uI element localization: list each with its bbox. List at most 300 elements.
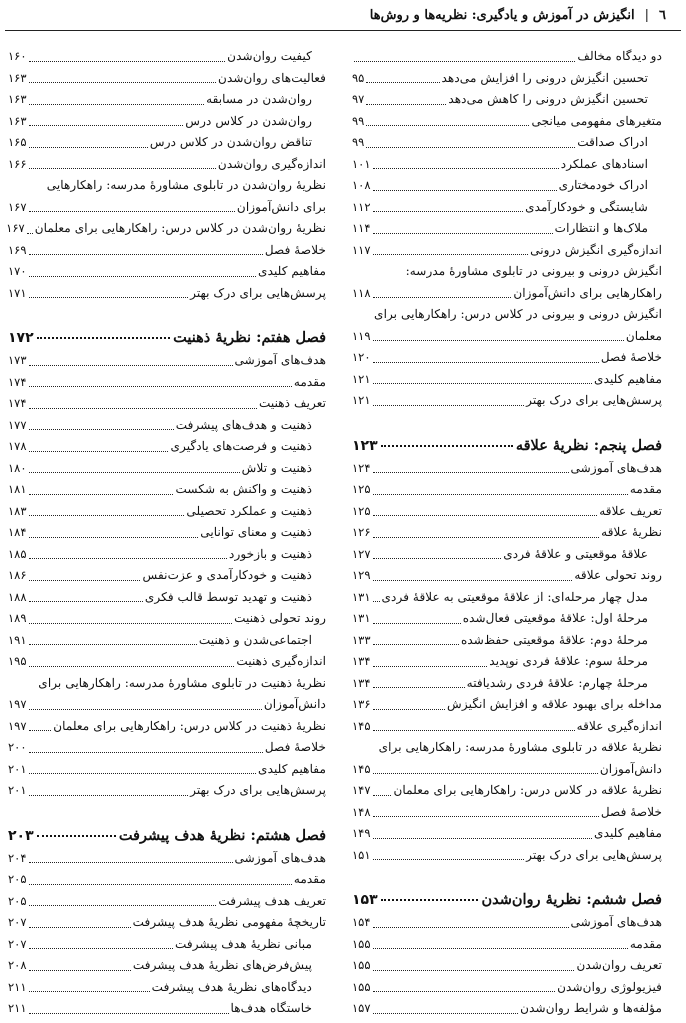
toc-entry bbox=[8, 694, 326, 716]
toc-entry bbox=[8, 261, 326, 283]
dot-leader bbox=[29, 451, 169, 452]
toc-entry-line: نظریهٔ روان‌شدن در تابلوی مشاورهٔ مدرسه: راهکارهایی bbox=[46, 178, 326, 192]
toc-entry-title: خلاصهٔ فصل bbox=[264, 242, 326, 257]
page-number: ۱۲۵ bbox=[352, 482, 371, 496]
toc-entry bbox=[8, 651, 326, 673]
dot-leader bbox=[373, 687, 465, 688]
dot-leader bbox=[27, 233, 33, 234]
toc-entry-title: مرحلهٔ سوم: علاقهٔ فردی نوپدید bbox=[489, 654, 648, 668]
toc-entry-title: ذهنیت و واکنش به شکست bbox=[175, 482, 312, 496]
toc-entry-title: پرسش‌هایی برای درک بهتر bbox=[526, 393, 662, 407]
toc-entry bbox=[8, 436, 326, 458]
dot-leader bbox=[373, 927, 569, 928]
dot-leader bbox=[373, 190, 557, 191]
page-number: ۱۶۷ bbox=[8, 199, 27, 214]
toc-entry-title: هدف‌های آموزشی bbox=[570, 915, 662, 929]
toc-entry bbox=[352, 544, 662, 566]
toc-entry-line: انگیزش درونی و بیرونی در کلاس درس: راهکارهایی برای bbox=[374, 307, 662, 321]
toc-entry bbox=[8, 218, 326, 240]
toc-entry-title: ذهنیت و بازخورد bbox=[229, 546, 312, 561]
dot-leader bbox=[373, 580, 573, 581]
dot-leader bbox=[29, 580, 141, 581]
toc-entry bbox=[8, 977, 326, 999]
toc-entry bbox=[352, 694, 662, 716]
dot-leader bbox=[373, 773, 598, 774]
dot-leader bbox=[373, 297, 512, 298]
toc-entry bbox=[352, 608, 662, 630]
toc-entry-title: نظریهٔ ذهنیت در کلاس درس: راهکارهایی برای معلمان bbox=[53, 718, 326, 733]
dot-leader bbox=[29, 211, 235, 212]
toc-entry-title: برای دانش‌آموزان bbox=[236, 199, 326, 214]
toc-entry-title: روند تحولی علاقه bbox=[574, 568, 662, 582]
toc-entry-title: نظریهٔ روان‌شدن در کلاس درس: راهکارهایی برای معلمان bbox=[34, 221, 326, 235]
dot-leader bbox=[29, 276, 257, 277]
dot-leader bbox=[29, 970, 131, 971]
chapter-heading bbox=[352, 880, 662, 908]
toc-entry bbox=[352, 326, 662, 348]
dot-leader bbox=[373, 494, 628, 495]
page-number: ۱۳۶ bbox=[352, 697, 371, 711]
toc-entry bbox=[8, 587, 326, 609]
toc-entry bbox=[8, 737, 326, 759]
toc-entry bbox=[352, 197, 662, 219]
page-number: ۱۶۹ bbox=[8, 242, 27, 257]
page-number: ۱۹۷ bbox=[8, 718, 27, 733]
toc-entry bbox=[8, 544, 326, 566]
toc-entry bbox=[352, 934, 662, 956]
toc-entry bbox=[352, 347, 662, 369]
toc-entry bbox=[8, 608, 326, 630]
toc-entry-title: مرحلهٔ اول: علاقهٔ موقعیتی فعال‌شده bbox=[462, 611, 648, 625]
page-number: ۱۷۰ bbox=[8, 264, 27, 278]
toc-entry bbox=[352, 802, 662, 824]
dot-leader bbox=[366, 125, 529, 126]
page-number: ۲۰۰ bbox=[8, 740, 27, 754]
toc-entry bbox=[8, 283, 326, 305]
toc-entry-title: اسنادهای عملکرد bbox=[560, 156, 648, 171]
dot-leader bbox=[366, 104, 446, 105]
page-number: ۱۶۳ bbox=[8, 92, 27, 106]
toc-entry bbox=[8, 111, 326, 133]
toc-entry-title: نظریهٔ علاقه در کلاس درس: راهکارهایی برای معلمان bbox=[393, 783, 662, 797]
toc-entry bbox=[352, 673, 662, 695]
toc-entry-title: مفاهیم کلیدی bbox=[258, 264, 326, 278]
toc-entry bbox=[8, 522, 326, 544]
dot-leader bbox=[29, 147, 148, 148]
toc-entry-title: ادراک خودمختاری bbox=[558, 178, 648, 192]
dot-leader bbox=[29, 927, 131, 928]
toc-entry-title: ذهنیت و خودکارآمدی و عزت‌نفس bbox=[142, 568, 312, 582]
toc-entry bbox=[8, 132, 326, 154]
toc-entry-title: تحسین انگیزش درونی را افزایش می‌دهد bbox=[441, 70, 648, 85]
page-number: ۱۰۸ bbox=[352, 178, 371, 192]
toc-entry-title: مفاهیم کلیدی bbox=[594, 371, 662, 386]
dot-leader bbox=[29, 773, 257, 774]
page-number: ۱۸۳ bbox=[8, 503, 27, 518]
toc-entry bbox=[352, 501, 662, 523]
toc-entry-title: متغیرهای مفهومی میانجی bbox=[531, 113, 662, 128]
page-number: ۱۹۵ bbox=[8, 654, 27, 668]
chapter-title: فصل پنجم: نظریهٔ علاقه bbox=[515, 436, 662, 454]
dot-leader bbox=[373, 340, 624, 341]
page-number: ۱۱۸ bbox=[352, 285, 371, 300]
dot-leader bbox=[373, 859, 525, 860]
dot-leader bbox=[373, 472, 569, 473]
toc-entry-title: دو دیدگاه مخالف bbox=[577, 49, 662, 63]
page-number: ۱۵۷ bbox=[352, 1001, 371, 1015]
toc-entry-title: روند تحولی ذهنیت bbox=[234, 611, 326, 625]
toc-entry-title: مرحلهٔ چهارم: علاقهٔ فردی رشدیافته bbox=[466, 675, 648, 690]
dot-leader bbox=[373, 211, 524, 212]
dot-leader bbox=[373, 601, 380, 602]
dot-leader bbox=[29, 365, 233, 366]
page-number: ٦ bbox=[659, 7, 666, 23]
toc-entry bbox=[352, 998, 662, 1020]
page-number: ۱۸۱ bbox=[8, 482, 27, 496]
page-number: ۹۷ bbox=[352, 92, 365, 106]
toc-entry-title: هدف‌های آموزشی bbox=[234, 850, 326, 865]
dot-leader bbox=[373, 838, 593, 839]
page-number: ۱۳۱ bbox=[352, 589, 371, 604]
page-number: ۲۰۱ bbox=[8, 783, 27, 797]
page-number: ۲۰۷ bbox=[8, 915, 27, 929]
page-number: ۱۴۸ bbox=[352, 804, 371, 819]
page-number: ۱۷۴ bbox=[8, 396, 27, 410]
toc-entry-title: فعالیت‌های روان‌شدن bbox=[218, 70, 326, 85]
toc-entry bbox=[352, 845, 662, 867]
toc-entry-title: مقدمه bbox=[629, 936, 662, 951]
dot-leader bbox=[29, 601, 143, 602]
dot-leader bbox=[373, 644, 459, 645]
toc-entry-title: اجتماعی‌شدن و ذهنیت bbox=[198, 632, 312, 647]
toc-entry-title: راهکارهایی برای دانش‌آموزان bbox=[513, 285, 662, 300]
toc-entry-title: اندازه‌گیری علاقه bbox=[576, 718, 662, 733]
page-number: ۱۲۴ bbox=[352, 460, 371, 475]
toc-entry-title: معلمان bbox=[625, 328, 662, 343]
dot-leader bbox=[373, 362, 599, 363]
toc-entry-title: شایستگی و خودکارآمدی bbox=[525, 199, 648, 214]
dot-leader bbox=[373, 558, 502, 559]
toc-entry bbox=[8, 197, 326, 219]
toc-entry bbox=[352, 175, 662, 197]
page-number: ۱۷۸ bbox=[8, 439, 27, 453]
page-number: ۱۵۵ bbox=[352, 958, 371, 972]
toc-entry bbox=[8, 848, 326, 870]
page-number: ۱۱۲ bbox=[352, 199, 371, 214]
dot-leader bbox=[373, 730, 575, 731]
page-number: ۱۲۳ bbox=[352, 437, 378, 454]
toc-entry-title: تعریف روان‌شدن bbox=[576, 958, 662, 972]
toc-entry bbox=[352, 587, 662, 609]
page-number: ۲۰۱ bbox=[8, 761, 27, 776]
toc-entry bbox=[352, 823, 662, 845]
dot-leader bbox=[29, 558, 228, 559]
dot-leader bbox=[373, 970, 575, 971]
page-number: ۱۲۱ bbox=[352, 371, 371, 386]
dot-leader bbox=[29, 297, 189, 298]
toc-entry-title: خلاصهٔ فصل bbox=[264, 740, 326, 754]
page-number: ۱۲۷ bbox=[352, 546, 371, 561]
dot-leader bbox=[29, 82, 216, 83]
toc-entry-title: پیش‌فرض‌های نظریهٔ هدف پیشرفت bbox=[132, 958, 312, 972]
toc-entry-title: دانش‌آموزان bbox=[263, 697, 326, 711]
page-number: ۱۲۹ bbox=[352, 568, 371, 582]
toc-entry-title: ادراک صداقت bbox=[577, 135, 648, 149]
page-number: ۱۴۷ bbox=[352, 783, 371, 797]
dot-leader bbox=[29, 709, 262, 710]
page-number: ۱۸۹ bbox=[8, 611, 27, 625]
toc-entry-title: تاریخچهٔ مفهومی نظریهٔ هدف پیشرفت bbox=[132, 915, 326, 929]
toc-entry-line: نظریهٔ علاقه در تابلوی مشاورهٔ مدرسه: راهکارهایی برای bbox=[378, 740, 662, 754]
toc-entry bbox=[8, 565, 326, 587]
toc-entry-title: دانش‌آموزان bbox=[599, 761, 662, 776]
chapter-heading bbox=[8, 816, 326, 844]
dot-leader bbox=[373, 537, 600, 538]
toc-entry-title: ذهنیت و تهدید توسط قالب فکری bbox=[144, 589, 312, 604]
dot-leader bbox=[29, 795, 189, 796]
toc-entry-title: تعریف علاقه bbox=[599, 503, 662, 518]
dot-leader bbox=[373, 168, 559, 169]
toc-entry-title: پرسش‌هایی برای درک بهتر bbox=[190, 285, 326, 300]
toc-entry-title: مؤلفه‌ها و شرایط روان‌شدن bbox=[520, 1001, 662, 1015]
toc-entry bbox=[352, 369, 662, 391]
toc-entry-title: مداخله برای بهبود علاقه و افزایش انگیزش bbox=[447, 697, 662, 711]
page-number: ۱۰۱ bbox=[352, 156, 371, 171]
page-number: ۲۰۷ bbox=[8, 936, 27, 951]
toc-entry bbox=[8, 458, 326, 480]
page-number: ۱۵۵ bbox=[352, 936, 371, 951]
page-number: ۱۶۳ bbox=[8, 70, 27, 85]
page-number: ۱۳۴ bbox=[352, 654, 371, 668]
toc-entry bbox=[8, 716, 326, 738]
page-number: ۱۲۵ bbox=[352, 503, 371, 518]
toc-entry-title: ذهنیت و عملکرد تحصیلی bbox=[186, 503, 312, 518]
toc-entry bbox=[352, 780, 662, 802]
page-number: ۱۵۳ bbox=[352, 892, 378, 908]
page-number: ۱۱۴ bbox=[352, 221, 371, 235]
toc-entry bbox=[8, 780, 326, 802]
toc-entry bbox=[8, 372, 326, 394]
dot-leader bbox=[373, 1013, 519, 1014]
chapter-heading bbox=[8, 318, 326, 346]
toc-entry-title: هدف‌های آموزشی bbox=[234, 353, 326, 367]
page-number: ۱۱۷ bbox=[352, 242, 371, 257]
toc-entry bbox=[352, 132, 662, 154]
page-number: ۱۲۱ bbox=[352, 393, 371, 407]
dot-leader bbox=[37, 835, 116, 837]
toc-entry-title: دیدگاه‌های نظریهٔ هدف پیشرفت bbox=[151, 979, 312, 994]
page-number: ۲۰۴ bbox=[8, 850, 27, 865]
toc-entry-title: ذهنیت و تلاش bbox=[241, 460, 312, 475]
chapter-title: فصل هفتم: نظریهٔ ذهنیت bbox=[173, 329, 326, 346]
dot-leader bbox=[373, 948, 628, 949]
dot-leader bbox=[29, 386, 292, 387]
toc-entry bbox=[8, 393, 326, 415]
dot-leader bbox=[29, 254, 263, 255]
toc-entry-line: انگیزش درونی و بیرونی در تابلوی مشاورهٔ مدرسه: bbox=[405, 264, 662, 278]
dot-leader bbox=[29, 408, 257, 409]
toc-entry-title: مقدمه bbox=[293, 872, 326, 886]
page-number: ۱۳۳ bbox=[352, 632, 371, 647]
toc-entry bbox=[8, 955, 326, 977]
page-number: ۱۶۷ bbox=[6, 221, 25, 235]
toc-column-left bbox=[8, 46, 326, 1020]
toc-entry-title: ذهنیت و معنای توانایی bbox=[200, 525, 312, 539]
dot-leader bbox=[29, 991, 150, 992]
dot-leader bbox=[373, 515, 598, 516]
page-number: ۱۶۳ bbox=[8, 113, 27, 128]
page-number: ۱۴۵ bbox=[352, 718, 371, 733]
toc-entry-title: مبانی نظریهٔ هدف پیشرفت bbox=[174, 936, 312, 951]
toc-entry bbox=[352, 154, 662, 176]
page-number: ۱۷۷ bbox=[8, 417, 27, 432]
toc-entry bbox=[352, 479, 662, 501]
toc-entry bbox=[352, 111, 662, 133]
toc-entry-title: خلاصهٔ فصل bbox=[600, 350, 662, 364]
toc-entry bbox=[352, 630, 662, 652]
page-number: ۱۵۱ bbox=[352, 847, 371, 862]
toc-entry bbox=[8, 89, 326, 111]
chapter-heading bbox=[352, 426, 662, 454]
toc-entry-title: ملاک‌ها و انتظارات bbox=[554, 221, 648, 235]
toc-entry-title: تعریف هدف پیشرفت bbox=[218, 893, 326, 908]
dot-leader bbox=[29, 884, 292, 885]
toc-entry-title: مرحلهٔ دوم: علاقهٔ موقعیتی حفظ‌شده bbox=[460, 632, 648, 647]
toc-entry bbox=[8, 479, 326, 501]
page-number: ۱۲۰ bbox=[352, 350, 371, 364]
toc-entry-title: مقدمه bbox=[293, 374, 326, 389]
dot-leader bbox=[373, 405, 525, 406]
page-number: ۱۲۶ bbox=[352, 525, 371, 539]
page-number: ۱۶۰ bbox=[8, 49, 27, 63]
page-number: ۱۶۶ bbox=[8, 156, 27, 171]
page-number: ۹۵ bbox=[352, 70, 365, 85]
page-number: ۲۰۵ bbox=[8, 872, 27, 886]
page-number: ۱۴۹ bbox=[352, 826, 371, 840]
page-number: ۱۸۶ bbox=[8, 568, 27, 582]
dot-leader bbox=[373, 233, 553, 234]
toc-entry bbox=[352, 46, 662, 68]
header-rule bbox=[5, 30, 681, 31]
page-number: ۱۶۵ bbox=[8, 135, 27, 149]
page-number: ۲۱۱ bbox=[8, 979, 27, 994]
page-number: ۱۵۵ bbox=[352, 979, 371, 994]
page-number: ۹۹ bbox=[352, 135, 365, 149]
page-number: ۱۷۳ bbox=[8, 353, 27, 367]
dot-leader bbox=[373, 623, 461, 624]
toc-entry-title: تناقض روان‌شدن در کلاس درس bbox=[149, 135, 312, 149]
toc-entry-title: مقدمه bbox=[629, 482, 662, 496]
toc-entry bbox=[352, 89, 662, 111]
dot-leader bbox=[29, 472, 240, 473]
toc-entry-title: اندازه‌گیری انگیزش درونی bbox=[530, 242, 662, 257]
toc-entry bbox=[8, 154, 326, 176]
dot-leader bbox=[373, 795, 392, 796]
toc-entry bbox=[8, 891, 326, 913]
dot-leader bbox=[29, 730, 52, 731]
dot-leader bbox=[366, 147, 575, 148]
toc-entry bbox=[8, 240, 326, 262]
dot-leader bbox=[37, 337, 171, 339]
toc-entry bbox=[352, 716, 662, 738]
book-title: انگیزش در آموزش و یادگیری: نظریه‌ها و روش‌ها bbox=[369, 7, 635, 23]
toc-entry bbox=[8, 501, 326, 523]
toc-entry bbox=[8, 998, 326, 1020]
page-number: ۱۳۱ bbox=[352, 611, 371, 625]
toc-entry bbox=[352, 68, 662, 90]
toc-entry bbox=[8, 415, 326, 437]
toc-entry bbox=[8, 759, 326, 781]
dot-leader bbox=[373, 709, 446, 710]
toc-entry-title: کیفیت روان‌شدن bbox=[227, 49, 312, 63]
toc-entry bbox=[8, 630, 326, 652]
dot-leader bbox=[373, 254, 529, 255]
toc-entry-title: فیزیولوژی روان‌شدن bbox=[557, 979, 662, 994]
dot-leader bbox=[381, 899, 479, 901]
dot-leader bbox=[29, 1013, 229, 1014]
dot-leader bbox=[373, 383, 593, 384]
toc-column-right bbox=[352, 46, 662, 1020]
page-number: ۲۰۵ bbox=[8, 893, 27, 908]
dot-leader bbox=[381, 445, 513, 447]
toc-entry bbox=[352, 522, 662, 544]
toc-entry-title: ذهنیت و فرصت‌های یادگیری bbox=[170, 439, 312, 453]
page-number: ۲۰۳ bbox=[8, 827, 34, 844]
toc-entry bbox=[352, 912, 662, 934]
page-number: ۲۰۸ bbox=[8, 958, 27, 972]
page-number: ۱۸۰ bbox=[8, 460, 27, 475]
toc-entry bbox=[8, 68, 326, 90]
page-number: ۹۹ bbox=[352, 113, 365, 128]
toc-entry bbox=[352, 759, 662, 781]
dot-leader bbox=[29, 948, 173, 949]
dot-leader bbox=[354, 61, 575, 62]
toc-entry bbox=[352, 955, 662, 977]
toc-entry-title: ذهنیت و هدف‌های پیشرفت bbox=[175, 417, 312, 432]
dot-leader bbox=[29, 905, 217, 906]
toc-entry bbox=[352, 218, 662, 240]
toc-entry-title: تعریف ذهنیت bbox=[258, 396, 326, 410]
dot-leader bbox=[29, 623, 233, 624]
dot-leader bbox=[29, 666, 235, 667]
header-separator: | bbox=[644, 7, 650, 23]
dot-leader bbox=[29, 61, 226, 62]
toc-entry-title: اندازه‌گیری ذهنیت bbox=[236, 654, 326, 668]
page-number: ۱۷۴ bbox=[8, 374, 27, 389]
dot-leader bbox=[29, 168, 216, 169]
page-number: ۱۷۱ bbox=[8, 285, 27, 300]
toc-entry-title: اندازه‌گیری روان‌شدن bbox=[217, 156, 326, 171]
toc-entry bbox=[352, 390, 662, 412]
toc-entry bbox=[352, 458, 662, 480]
toc-entry-title: مفاهیم کلیدی bbox=[594, 826, 662, 840]
dot-leader bbox=[29, 494, 174, 495]
dot-leader bbox=[29, 515, 185, 516]
toc-entry bbox=[352, 565, 662, 587]
dot-leader bbox=[29, 125, 184, 126]
dot-leader bbox=[29, 644, 197, 645]
page-number: ۱۸۵ bbox=[8, 546, 27, 561]
toc-entry-title: خلاصهٔ فصل bbox=[600, 804, 662, 819]
toc-entry-title: علاقهٔ موقعیتی و علاقهٔ فردی bbox=[503, 546, 648, 561]
toc-entry-title: نظریهٔ علاقه bbox=[601, 525, 662, 539]
dot-leader bbox=[373, 666, 488, 667]
page-header bbox=[0, 0, 686, 30]
chapter-title: فصل ششم: نظریهٔ روان‌شدن bbox=[481, 891, 662, 908]
dot-leader bbox=[29, 752, 263, 753]
toc-entry bbox=[8, 46, 326, 68]
toc-entry bbox=[8, 912, 326, 934]
